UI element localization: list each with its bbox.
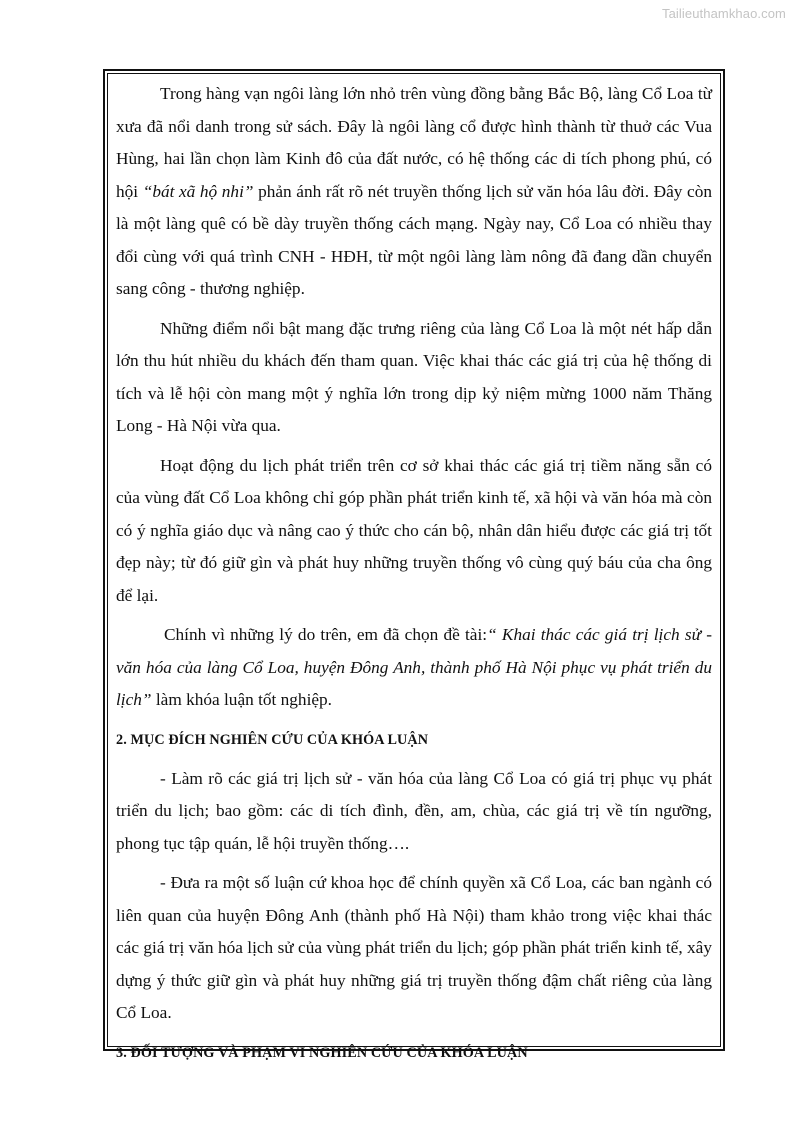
paragraph-intro-text: Trong hàng vạn ngôi làng lớn nhỏ trên vùng đồng bằng Bắc Bộ, làng Cổ Loa từ xưa đã nổi danh trong sử sách. Đây là ngôi làng cổ được hình thành từ thuở các Vua Hùng, hai lần chọn làm Kinh đô của đất nước, có hệ thống các di tích phong phú, có hội [116,84,712,201]
watermark: Tailieuthamkhao.com [661,6,786,21]
section-2-item-1: - Làm rõ các giá trị lịch sử - văn hóa của làng Cổ Loa có giá trị phục vụ phát triển du lịch; bao gồm: các di tích đình, đền, am, chùa, các giá trị về tín ngưỡng, phong tục tập quán, lễ hội truyền thống…. [116,768,712,853]
section-3-heading: 3. ĐỐI TƯỢNG VÀ PHẠM VI NGHIÊN CỨU CỦA KHÓA LUẬN [116,1044,528,1061]
paragraph-topic-tail: làm khóa luận tốt nghiệp. [155,690,332,709]
thesis-title: “ Khai thác các giá trị lịch sử - văn hóa của làng Cổ Loa, huyện Đông Anh, thành phố Hà Nội phục vụ phát triển du lịch” [116,625,712,709]
paragraph-highlights: Những điểm nổi bật mang đặc trưng riêng của làng Cổ Loa là một nét hấp dẫn lớn thu hút nhiều du khách đến tham quan. Việc khai thác các giá trị của hệ thống di tích và lễ hội còn mang một ý nghĩa lớn trong dịp kỷ niệm mừng 1000 năm Thăng Long - Hà Nội vừa qua. [116,318,712,435]
page-border [103,69,725,1061]
paragraph-tourism: Hoạt động du lịch phát triển trên cơ sở khai thác các giá trị tiềm năng sẵn có của vùng đất Cổ Loa không chỉ góp phần phát triển kinh tế, xã hội và văn hóa mà còn có ý nghĩa giáo dục và nâng cao ý thức cho cán bộ, nhân dân hiểu được các giá trị tốt đẹp này; từ đó giữ gìn và phát huy những truyền thống vô cùng quý báu của cha ông để lại. [116,455,712,605]
festival-name: “bát xã hộ nhi” [142,181,254,201]
paragraph-topic [116,619,712,717]
paragraph-topic-lead: Chính vì những lý do trên, em đã chọn đề tài: [164,625,488,644]
page-content [107,73,721,1061]
section-2-heading: 2. MỤC ĐÍCH NGHIÊN CỨU CỦA KHÓA LUẬN [116,731,429,748]
paragraph-intro-tail: phản ánh rất rõ nét truyền thống lịch sử văn hóa lâu đời. Đây còn là một làng quê có bề dày truyền thống cách mạng. Ngày nay, Cổ Loa có nhiều thay đổi cùng với quá trình CNH - HĐH, từ một ngôi làng làm nông đã đang dần chuyển sang công - thương nghiệp. [116,181,712,298]
section-2-item-2: - Đưa ra một số luận cứ khoa học để chính quyền xã Cổ Loa, các ban ngành có liên quan của huyện Đông Anh (thành phố Hà Nội) tham khảo trong việc khai thác các giá trị văn hóa lịch sử của vùng phát triển du lịch; góp phần phát triển kinh tế, xây dựng ý thức giữ gìn và phát huy những giá trị truyền thống đậm chất riêng của làng Cổ Loa. [116,873,712,1022]
paragraph-intro [116,78,712,306]
